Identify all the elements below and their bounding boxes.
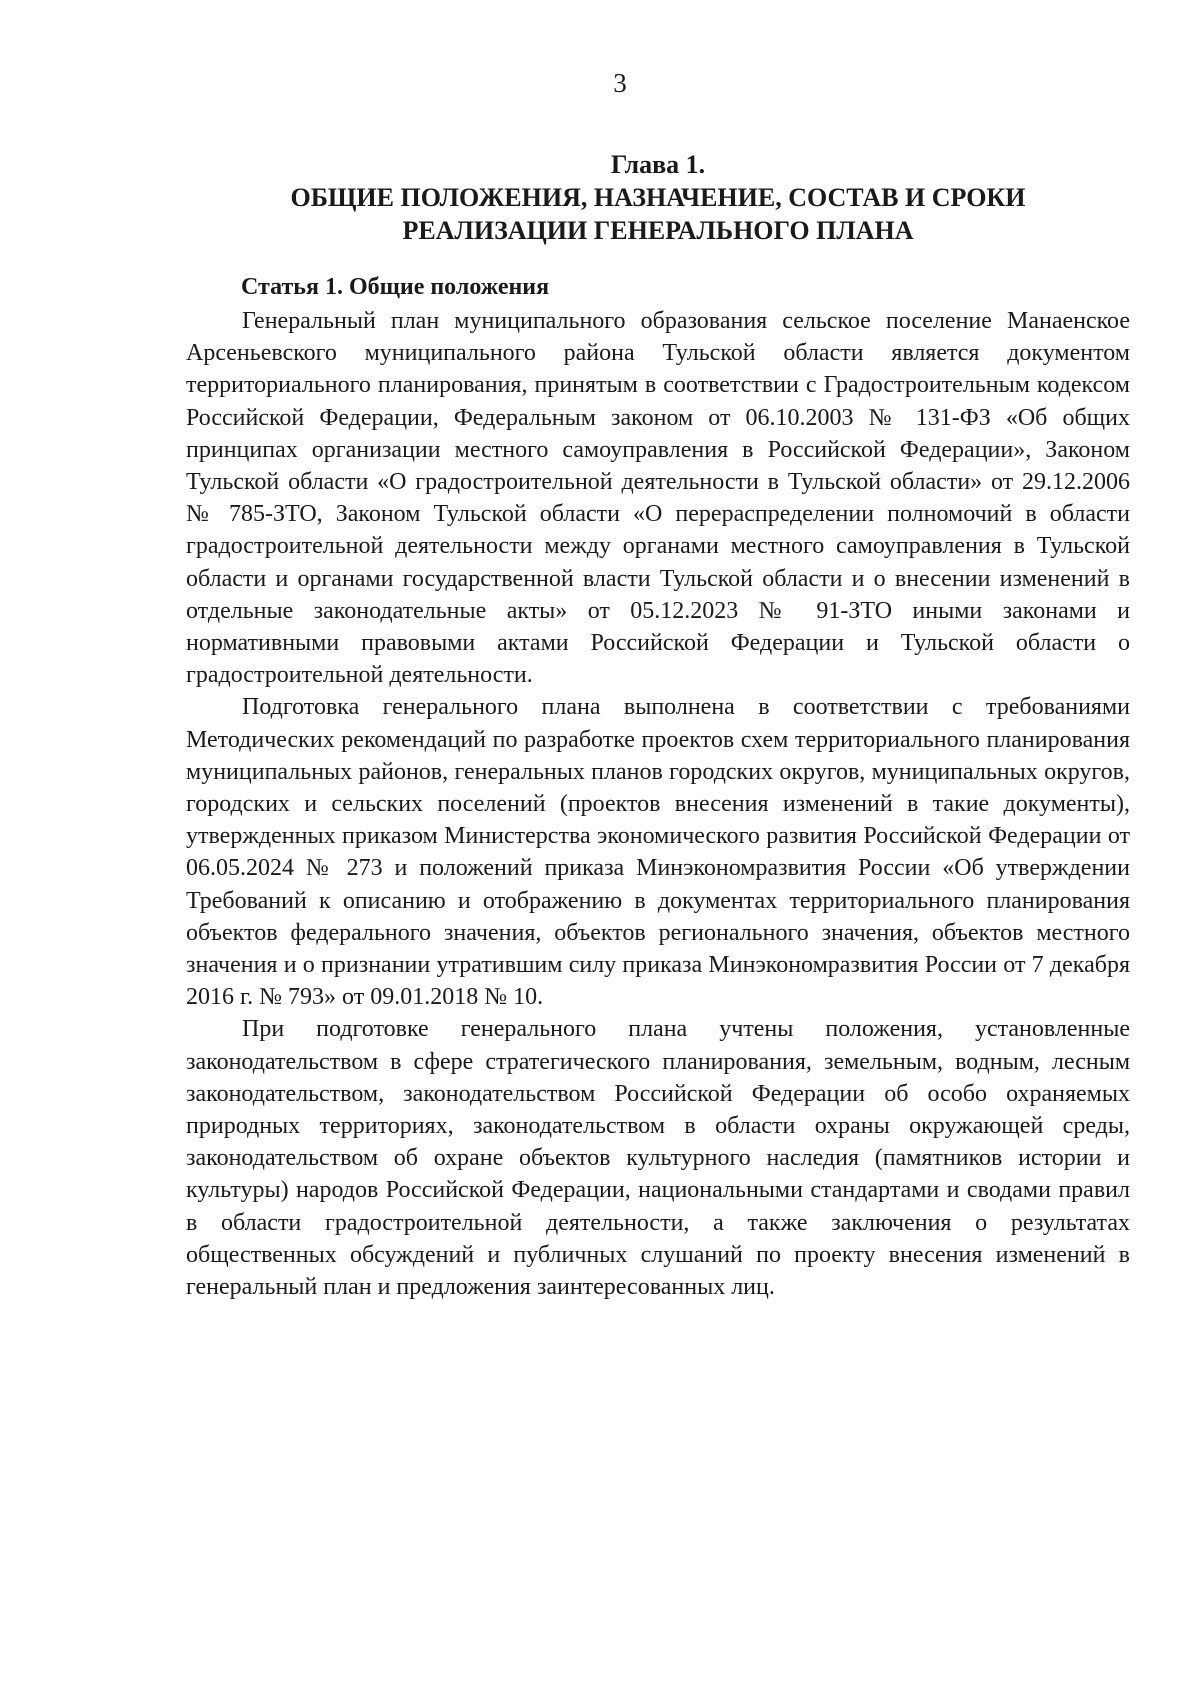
chapter-heading <box>186 148 1130 247</box>
article-heading: Статья 1. Общие положения <box>241 274 550 300</box>
chapter-label: Глава 1. <box>610 150 706 179</box>
chapter-title-line-2: РЕАЛИЗАЦИИ ГЕНЕРАЛЬНОГО ПЛАНА <box>402 216 914 245</box>
paragraph: Подготовка генерального плана выполнена в соответствии с требованиями Методических рекомендаций по разработке проектов схем территориального планирования муниципальных районов, генеральных планов городских округов, муниципальных округов, городских и сельских поселений (проектов внесения изменений в такие документы), утвержденных приказом Министерства экономического развития Российской Федерации от 06.05.2024 № 273 и положений приказа Минэкономразвития России «Об утверждении Требований к описанию и отображению в документах территориального планирования объектов федерального значения, объектов регионального значения, объектов местного значения и о признании утратившим силу приказа Минэкономразвития России от 7 декабря 2016 г. № 793» от 09.01.2018 № 10. <box>186 694 1130 1011</box>
paragraph: Генеральный план муниципального образования сельское поселение Манаенское Арсеньевского муниципального района Тульской области является документом территориального планирования, принятым в соответствии с Градостроительным кодексом Российской Федерации, Федеральным законом от 06.10.2003 № 131-ФЗ «Об общих принципах организации местного самоуправления в Российской Федерации», Законом Тульской области «О градостроительной деятельности в Тульской области» от 29.12.2006 № 785-ЗТО, Законом Тульской области «О перераспределении полномочий в области градостроительной деятельности между органами местного самоуправления в Тульской области и органами государственной власти Тульской области и о внесении изменений в отдельные законодательные акты» от 05.12.2023 № 91-ЗТО иными законами и нормативными правовыми актами Российской Федерации и Тульской области о градостроительной деятельности. <box>186 308 1130 689</box>
paragraph: При подготовке генерального плана учтены положения, установленные законодательством в сфере стратегического планирования, земельным, водным, лесным законодательством, законодательством Российской Федерации об особо охраняемых природных территориях, законодательством в области охраны окружающей среды, законодательством об охране объектов культурного наследия (памятников истории и культуры) народов Российской Федерации, национальными стандартами и сводами правил в области градостроительной деятельности, а также заключения о результатах общественных обсуждений и публичных слушаний по проекту внесения изменений в генеральный план и предложения заинтересованных лиц. <box>186 1016 1130 1301</box>
article-body <box>186 305 1130 1303</box>
page-number: 3 <box>613 68 627 98</box>
chapter-title-line-1: ОБЩИЕ ПОЛОЖЕНИЯ, НАЗНАЧЕНИЕ, СОСТАВ И СРОКИ <box>290 183 1026 212</box>
